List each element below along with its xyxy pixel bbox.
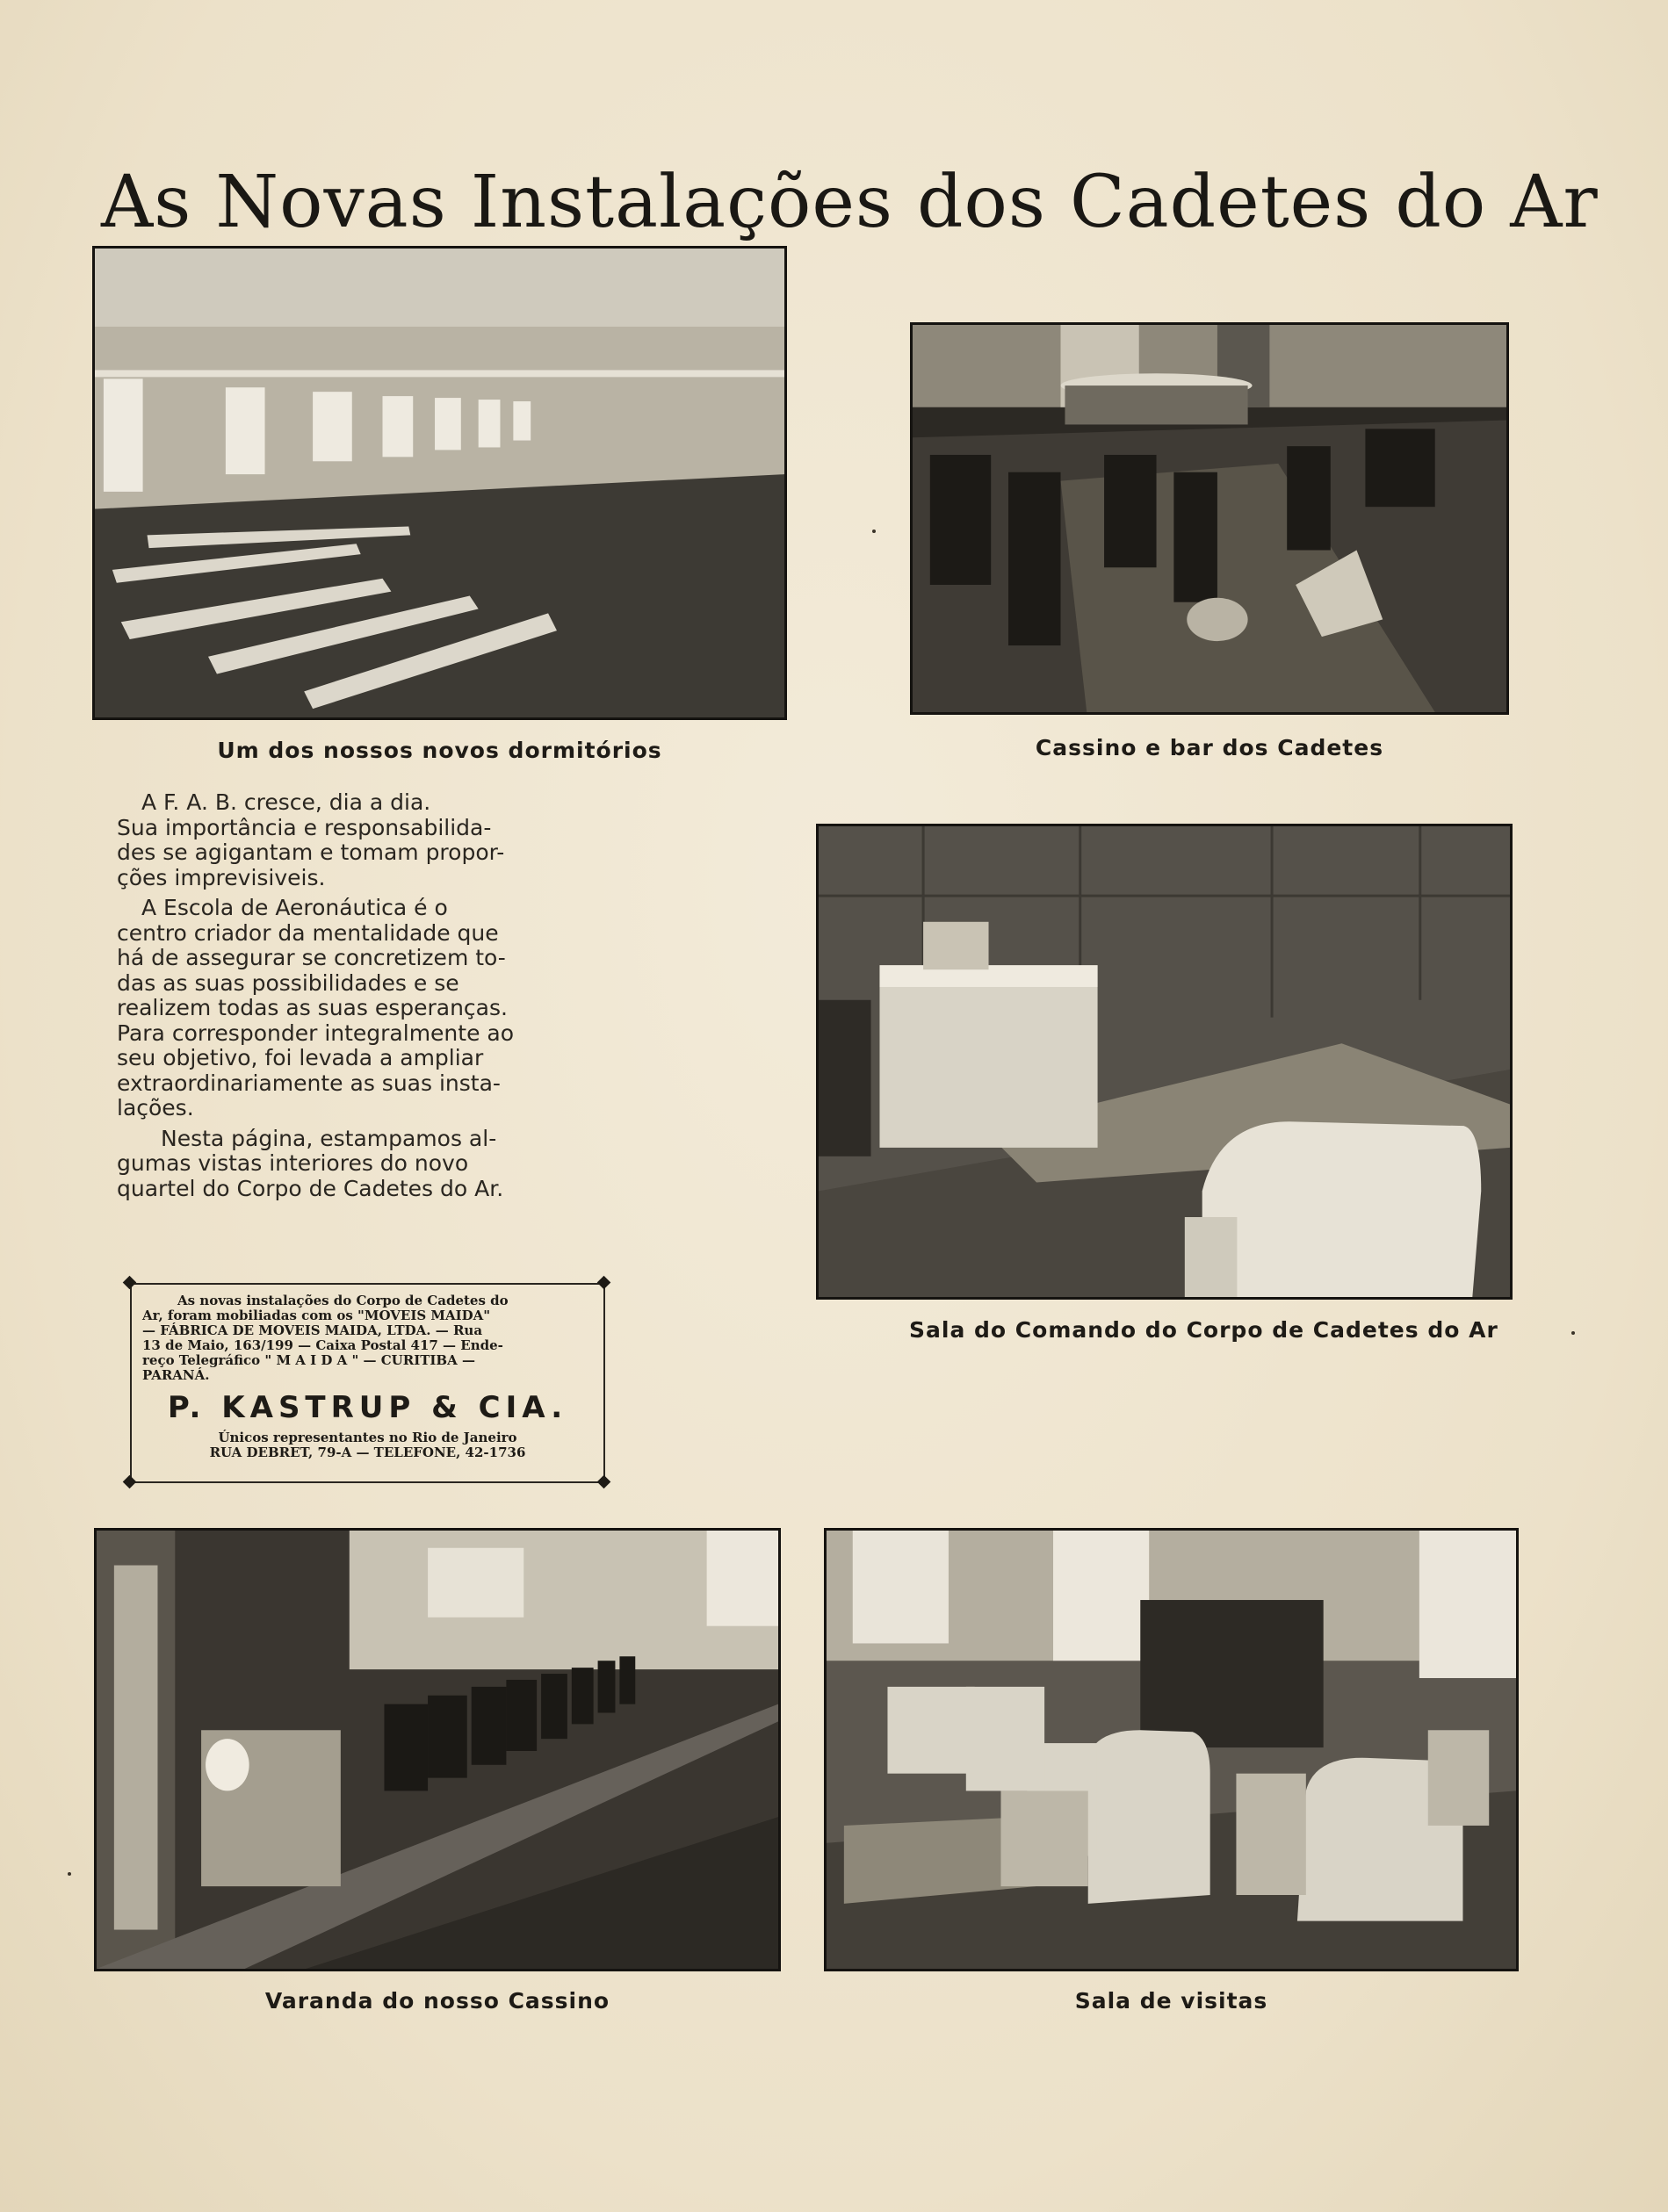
article-line: A F. A. B. cresce, dia a dia. [141,789,431,815]
article-line: des se agigantam e tomam propor- [117,839,505,865]
article-line: ções imprevisiveis. [117,864,326,890]
ad-line: reço Telegráfico " M A I D A " — CURITIBA — [142,1352,475,1368]
ad-line: Ar, foram mobiliadas com os "MOVEIS MAIDA" [142,1308,491,1323]
article-line: Sua importância e responsabilida- [117,814,492,840]
photo-varanda [94,1528,781,1971]
article-line: lações. [117,1095,194,1120]
photo-cassino-bar [910,322,1509,715]
article-line: A Escola de Aeronáutica é o [141,895,448,920]
ad-footer-2: RUA DEBRET, 79-A — TELEFONE, 42-1736 [209,1445,526,1460]
caption-varanda: Varanda do nosso Cassino [264,1988,610,2014]
article-line: das as suas possibilidades e se [117,969,459,996]
photo-sala-visitas [824,1528,1519,1971]
article-line: centro criador da mentalidade que [117,919,499,946]
advertisement-box [130,1283,605,1483]
caption-dormitorio: Um dos nossos novos dormitórios [217,738,662,763]
page-title: As Novas Instalações dos Cadetes do Ar [101,160,1599,244]
paper-speck [1571,1331,1575,1335]
article-line: seu objetivo, foi levada a ampliar [117,1045,484,1070]
ad-line: 13 de Maio, 163/199 — Caixa Postal 417 — Ende- [142,1337,503,1353]
ad-brand: P. KASTRUP & CIA. [167,1390,568,1425]
ad-footer-1: Únicos representantes no Rio de Janeiro [218,1430,517,1445]
photo-dormitorio [92,246,787,720]
ad-line: PARANÁ. [142,1367,210,1383]
caption-sala-visitas: Sala de visitas [1074,1988,1268,2014]
article-line: há de assegurar se concretizem to- [117,945,506,970]
article-line: Para corresponder integralmente ao [117,1020,515,1046]
article-line: realizem todas as suas esperanças. [117,995,508,1020]
ad-line: — FÁBRICA DE MOVEIS MAIDA, LTDA. — Rua [142,1322,483,1338]
paper-speck [68,1872,71,1876]
article-line: Nesta página, estampamos al- [161,1125,497,1151]
article-body [117,790,543,1207]
paper-speck [872,530,876,533]
caption-sala-comando: Sala do Comando do Corpo de Cadetes do Ar [909,1317,1498,1343]
ad-line: As novas instalações do Corpo de Cadetes do [177,1293,509,1308]
article-line: extraordinariamente as suas insta- [117,1070,501,1096]
photo-sala-comando [816,824,1513,1300]
caption-cassino-bar: Cassino e bar dos Cadetes [1035,735,1384,760]
article-line: gumas vistas interiores do novo [117,1150,469,1176]
article-line: quartel do Corpo de Cadetes do Ar. [117,1175,504,1201]
